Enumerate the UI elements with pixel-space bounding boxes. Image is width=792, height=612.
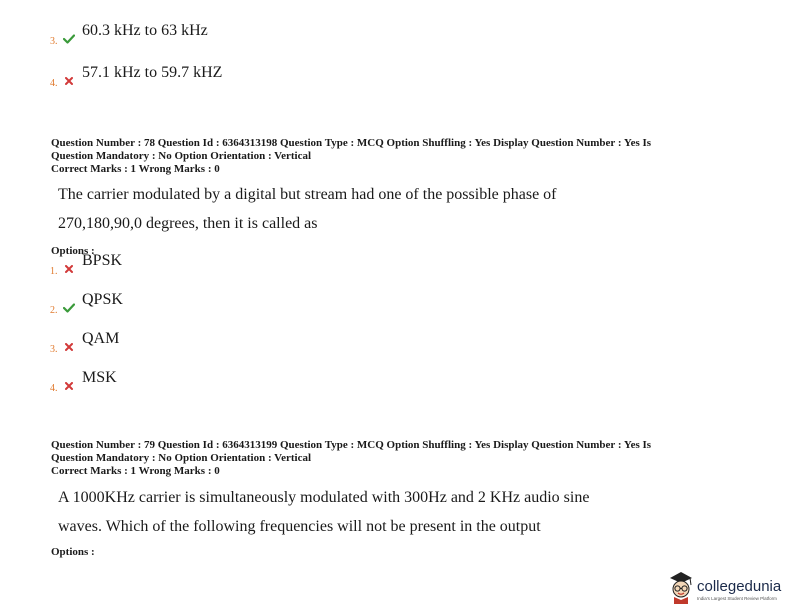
check-icon	[62, 32, 76, 46]
q78-option-2	[50, 291, 123, 317]
mascot-icon	[668, 570, 694, 609]
q79-meta-line2: Question Mandatory : No Option Orientation : Vertical	[51, 452, 312, 464]
logo-name: collegedunia	[697, 577, 782, 595]
option-text: BPSK	[82, 252, 123, 269]
q79-meta	[51, 439, 731, 478]
q78-meta	[51, 137, 731, 176]
option-text: 57.1 kHz to 59.7 kHZ	[82, 64, 223, 81]
cross-icon	[62, 340, 76, 354]
q78-marks: Correct Marks : 1 Wrong Marks : 0	[51, 163, 220, 175]
q77-option-4	[50, 64, 223, 90]
q78-options-label: Options :	[51, 245, 95, 257]
q78-text-line2: 270,180,90,0 degrees, then it is called as	[58, 215, 318, 232]
option-number: 2.	[50, 305, 58, 316]
option-text: 60.3 kHz to 63 kHz	[82, 22, 208, 39]
option-number: 3.	[50, 36, 58, 47]
collegedunia-logo	[668, 570, 781, 609]
q79-meta-line1: Question Number : 79 Question Id : 6364313199 Question Type : MCQ Option Shuffling : Yes Display Question Number : Yes Is	[51, 439, 652, 451]
q78-option-3	[50, 330, 120, 356]
q78-meta-line2: Question Mandatory : No Option Orientation : Vertical	[51, 150, 312, 162]
q79-text-line2: waves. Which of the following frequencies will not be present in the output	[58, 518, 541, 535]
check-icon	[62, 301, 76, 315]
q79-marks: Correct Marks : 1 Wrong Marks : 0	[51, 465, 220, 477]
option-text: QPSK	[82, 291, 123, 308]
cross-icon	[62, 379, 76, 393]
q78-meta-line1: Question Number : 78 Question Id : 6364313198 Question Type : MCQ Option Shuffling : Yes Display Question Number : Yes Is	[51, 137, 652, 149]
option-number: 3.	[50, 344, 58, 355]
option-number: 4.	[50, 78, 58, 89]
logo-tagline: India's Largest Student Review Platform	[697, 595, 777, 601]
q79-text-line1: A 1000KHz carrier is simultaneously modulated with 300Hz and 2 KHz audio sine	[58, 489, 590, 506]
q78-text-line1: The carrier modulated by a digital but stream had one of the possible phase of	[58, 186, 557, 203]
q78-option-1	[50, 252, 123, 278]
q78-option-4	[50, 369, 117, 395]
cross-icon	[62, 74, 76, 88]
q79-options-label: Options :	[51, 546, 95, 558]
option-number: 4.	[50, 383, 58, 394]
option-number: 1.	[50, 266, 58, 277]
q77-option-3	[50, 22, 208, 48]
option-text: QAM	[82, 330, 120, 347]
option-text: MSK	[82, 369, 117, 386]
cross-icon	[62, 262, 76, 276]
